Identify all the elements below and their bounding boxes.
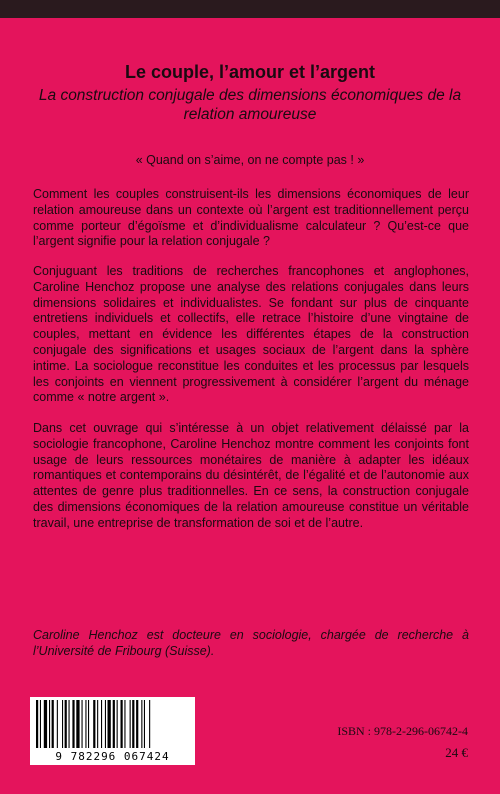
book-subtitle: La construction conjugale des dimensions économiques de la relation amoureuse — [38, 87, 462, 123]
blurb-paragraph-2: Conjuguant les traditions de recherches francophones et anglophones, Caroline Henchoz propose une analyse des relations conjugales dans leurs dimensions solidaires et individualistes. Se fondant sur plus de cinquante entretiens individuels et collectifs, elle retrace l’histoire d’une vingtaine de couples, mettant en évidence les différentes étapes de la construction conjugale des significations et usages sociaux de l’argent dans la sphère intime. La sociologue reconstitue les conduites et les processus par lesquels les conjoints en viennent progressivement à considérer l’argent du ménage comme « notre argent ». — [33, 264, 469, 405]
author-bio: Caroline Henchoz est docteure en sociologie, chargée de recherche à l’Université de Fribourg (Suisse). — [33, 628, 469, 658]
blurb-paragraph-1: Comment les couples construisent-ils les dimensions économiques de leur relation amoureuse dans un contexte où l’argent est traditionnellement perçu comme porteur d’égoïsme et d’individualisme calculateur ? Qu’est-ce que l’argent signifie pour la relation conjugale ? — [33, 187, 469, 249]
barcode-icon — [36, 700, 189, 748]
isbn-number: ISBN : 978-2-296-06742-4 — [337, 724, 468, 738]
blurb-paragraph-3: Dans cet ouvrage qui s’intéresse à un objet relativement délaissé par la sociologie francophone, Caroline Henchoz montre comment les conjoints font usage de leurs ressources monétaires de manière à adapter les idéaux romantiques et contemporains du désintérêt, de l’égalité et de l’autonomie aux attentes de genre plus traditionnelles. En ce sens, la construction conjugale des dimensions économiques de la relation amoureuse constitue un véritable travail, une entreprise de transformation de soi et de l’autre. — [33, 421, 469, 530]
book-title: Le couple, l’amour et l’argent — [124, 62, 376, 82]
barcode-digits: 9 782296 067424 — [55, 750, 170, 763]
barcode — [30, 697, 195, 765]
top-band — [0, 0, 500, 18]
price: 24 € — [445, 745, 468, 760]
epigraph-quote: « Quand on s’aime, on ne compte pas ! » — [135, 153, 365, 167]
